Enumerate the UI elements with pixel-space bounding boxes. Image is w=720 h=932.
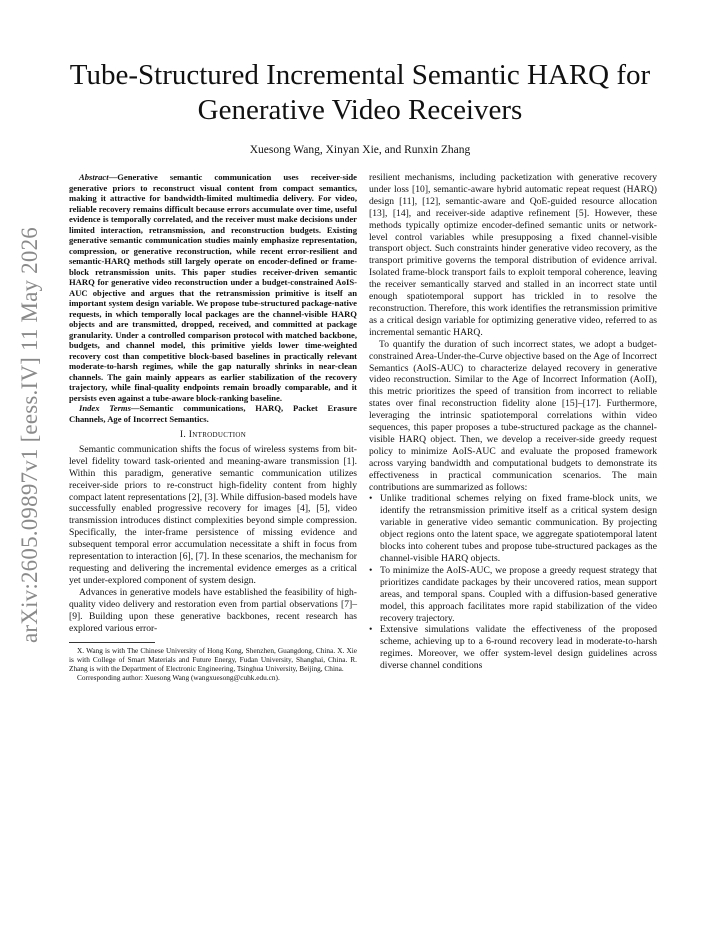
intro-paragraph-continued: resilient mechanisms, including packetization with generative recovery under loss [10], semantic-aware hybrid automatic repeat request (HARQ) design [11], [12], semantic-aware and QoE-guided resource allocation [13], [14], and receiver-side adaptive refinement [5]. However, these methods typically optimize encoder-defined semantic units or network-level control variables while presupposing a fixed channel-visible transport object. Such constraints hinder generative video recovery, as the transport primitive governs the temporal distribution of evidence arrival. Isolated frame-block transport fails to exploit temporal coherence, leaving the receiver semantically starved and stalled in an incorrect state until enough spatiotemporal support has trickled in to resolve the reconstruction. Therefore, this work identifies the retransmission primitive as a critical design variable for optimizing generative video, referred to as incremental semantic HARQ. (369, 172, 657, 338)
index-terms (69, 403, 357, 424)
abstract-heading: Abstract (79, 172, 109, 182)
footnote-divider (69, 642, 155, 643)
right-column (369, 172, 657, 672)
left-column (69, 172, 357, 683)
author-list: Xuesong Wang, Xinyan Xie, and Runxin Zhang (249, 144, 471, 156)
arxiv-identifier-text: arXiv:2605.09897v1 [eess.IV] 11 May 2026 (17, 227, 42, 643)
arxiv-identifier (8, 225, 52, 645)
corresponding-author-footnote: Corresponding author: Xuesong Wang (wangxuesong@cuhk.edu.cn). (77, 672, 280, 682)
section-numeral: I. (179, 429, 189, 440)
intro-paragraph-1: Semantic communication shifts the focus of wireless systems from bit-level fidelity toward task-oriented and meaning-aware transmission [1]. Within this paradigm, generative semantic communication utilizes receiver-side priors to re-construct high-fidelity content from highly compact latent representations [2], [3]. While diffusion-based models have successfully enabled progressive recovery for images [4], [5], video transmission introduces distinct complexities beyond simple compression. Specifically, the inter-frame persistence of missing evidence and subsequent temporal error accumulation necessitate a shift in focus from representation to interaction [6], [7]. In these scenarios, the mechanism for requesting and delivering the incremental evidence emerges as a critical yet under-explored component of system design. (69, 443, 357, 586)
section-heading-introduction (69, 429, 357, 441)
section-name: Introduction (188, 429, 247, 440)
affiliation-footnote: X. Wang is with The Chinese University of Hong Kong, Shenzhen, Guangdong, China. X. Xie is with College of Smart Materials and Future Energy, Fudan University, Shanghai, China. R. Zhang is with the Department of Electronic Engineering, Tsinghua University, Beijing, China. (69, 646, 357, 673)
contribution-item: • To minimize the AoIS-AUC, we propose a greedy request strategy that prioritizes candidate packages by their uncovered ratios, mean support areas, and temporal spans. Coupled with a diffusion-based generative model, this approach facilitates more rapid stabilization of the video recovery trajectory. (369, 565, 657, 625)
intro-paragraph-2: Advances in generative models have established the feasibility of high-quality video delivery and restoration even from partial observations [7]–[9]. Building upon these generative backbones, recent research has explored various error- (69, 586, 357, 634)
abstract-text: —Generative semantic communication uses receiver-side generative priors to reconstruct visual content from compact semantics, making it attractive for bandwidth-limited multimedia delivery. For video, reliable recovery remains difficult because errors accumulate over time, useful evidence is temporally correlated, and the receiver must make decisions under limited interaction, retransmission, and reconstruction budgets. Existing generative semantic communication studies mainly emphasize representation, compression, or generative reconstruction, while recent error-resilient and semantic-HARQ methods still largely operate on encoder-defined or frame-block retransmission units. This paper studies receiver-driven semantic HARQ for generative video reconstruction under a budget-constrained AoIS-AUC objective and argues that the retransmission primitive is itself an important system design variable. We propose tube-structured package-native requests, in which temporally local packages are the channel-visible HARQ objects and are transmitted, dropped, received, and committed at package granularity. Under a controlled comparison protocol with matched backbone, budgets, and channel model, this primitive yields lower time-weighted recovery cost than competitive block-based baselines in practically relevant moderate-to-harsh regimes, while the gap naturally shrinks in near-clean channels. The gain mainly appears as earlier stabilization of the recovery trajectory, while final-quality endpoints remain broadly comparable, and it persists even against a tube-aware block-ranking baseline. (69, 172, 357, 403)
paper-title (60, 58, 660, 128)
contribution-item: • Extensive simulations validate the effectiveness of the proposed scheme, achieving up to a 6-round recovery lead in moderate-to-harsh regimes. Moreover, we offer system-level design guidelines across diverse channel conditions (369, 624, 657, 672)
paper-title-line-2: Generative Video Receivers (197, 94, 523, 126)
intro-paragraph-3: To quantify the duration of such incorrect states, we adopt a budget-constrained Area-Under-the-Curve objective based on the Age of Incorrect Semantics (AoIS-AUC) to characterize delayed recovery in generative video reconstruction. Similar to the Age of Incorrect Information (AoII), this metric prioritizes the speed of transition from incorrect to reliable states over final reconstruction fidelity alone [15]–[17]. Furthermore, leveraging the intrinsic spatiotemporal correlations within video sequences, this paper proposes a tube-structured package as the channel-visible HARQ object. Then, we develop a receiver-side greedy request policy to minimize AoIS-AUC and evaluate the proposed framework across varying bandwidth and computational budgets to demonstrate its effectiveness in practical communication scenarios. The main contributions are summarized as follows: (369, 338, 657, 493)
index-terms-text: —Semantic communications, HARQ, Packet Erasure Channels, Age of Incorrect Semantics. (69, 403, 357, 424)
index-terms-heading: Index Terms (79, 403, 131, 413)
contribution-item: • Unlike traditional schemes relying on fixed frame-block units, we identify the retransmission primitive itself as a critical system design variable in generative video semantic communication. By projecting object regions onto the latent space, we aggregate spatiotemporal latent blocks into coherent tubes and propose tube-structured packages as the channel-visible HARQ objects. (369, 493, 657, 564)
abstract (69, 172, 357, 403)
paper-title-line-1: Tube-Structured Incremental Semantic HARQ for (69, 59, 651, 91)
contributions-list (369, 493, 657, 672)
